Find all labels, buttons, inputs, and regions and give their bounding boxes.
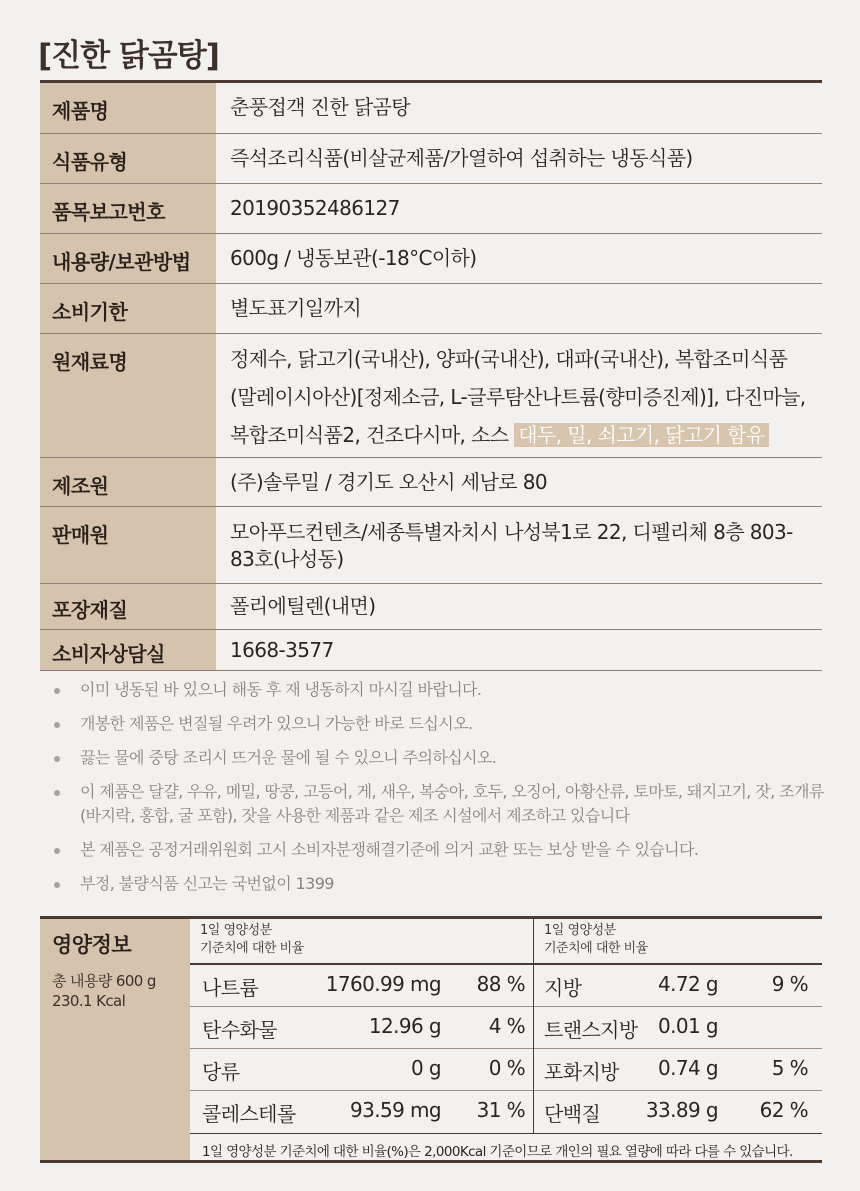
nutrient-amount: 4.72 g (658, 972, 718, 996)
nutrient-name: 트랜스지방 (544, 1018, 638, 1042)
nutrition-title: 영양정보 (52, 933, 132, 957)
nutrient-percent: 9 % (771, 972, 808, 996)
nutrition-panel (190, 919, 822, 1160)
info-value: 모아푸드컨텐츠/세종특별자치시 나성북1로 22, 디펠리체 8층 803-83호(나성동) (216, 507, 822, 583)
nutrient-row (534, 1007, 822, 1049)
info-row-product-name (40, 83, 822, 134)
caution-notes (50, 678, 830, 906)
info-row-food-type (40, 134, 822, 184)
nutrient-amount: 0.01 g (658, 1014, 718, 1038)
info-label: 제조원 (40, 458, 216, 506)
nutrition-column-right (534, 919, 822, 1133)
total-amount: 총 내용량 600 g (52, 972, 156, 990)
nutrient-name: 단백질 (544, 1102, 601, 1126)
info-label: 소비기한 (40, 284, 216, 333)
nutrient-row (190, 1091, 533, 1133)
nutrient-amount: 1760.99 mg (325, 972, 441, 996)
nutrient-row (534, 965, 822, 1007)
nutrition-footnote: 1일 영양성분 기준치에 대한 비율(%)은 2,000Kcal 기준이므로 개인의 필요 열량에 따라 다를 수 있습니다. (190, 1133, 822, 1163)
info-row-consumer-center (40, 630, 822, 671)
info-row-volume-storage (40, 234, 822, 284)
nutrition-column-left (190, 919, 534, 1133)
info-label: 식품유형 (40, 134, 216, 183)
info-label: 품목보고번호 (40, 184, 216, 233)
column-header-line1: 1일 영양성분 (200, 923, 272, 938)
product-info-table (40, 80, 822, 671)
info-row-seller (40, 507, 822, 584)
info-value: 폴리에틸렌(내면) (216, 584, 822, 629)
nutrient-percent: 62 % (759, 1098, 808, 1122)
info-value: 1668-3577 (216, 630, 822, 670)
nutrition-summary (40, 919, 190, 1160)
info-value: 즉석조리식품(비살균제품/가열하여 섭취하는 냉동식품) (216, 134, 822, 183)
info-label: 원재료명 (40, 334, 216, 457)
note-item: 이 제품은 달걀, 우유, 메밀, 땅콩, 고등어, 게, 새우, 복숭아, 호두, 오징어, 아황산류, 토마토, 돼지고기, 잣, 조개류(바지락, 홍합, 굴 포함), 잣을 사용한 제품과 같은 제조 시설에서 제조하고 있습니다 (50, 780, 830, 828)
column-header (190, 919, 533, 965)
info-value: 춘풍접객 진한 닭곰탕 (216, 83, 822, 133)
nutrient-row (534, 1049, 822, 1091)
info-label: 소비자상담실 (40, 630, 216, 670)
nutrient-amount: 0.74 g (658, 1056, 718, 1080)
nutrient-amount: 93.59 mg (350, 1098, 441, 1122)
nutrient-percent: 0 % (488, 1056, 525, 1080)
nutrient-amount: 33.89 g (645, 1098, 718, 1122)
info-row-report-number (40, 184, 822, 234)
column-header (534, 919, 822, 965)
nutrient-percent: 88 % (476, 972, 525, 996)
note-item: 끓는 물에 중탕 조리시 뜨거운 물에 될 수 있으니 주의하십시오. (50, 746, 830, 770)
nutrient-row (190, 1049, 533, 1091)
total-kcal: 230.1 Kcal (52, 992, 126, 1010)
info-label: 판매원 (40, 507, 216, 583)
nutrient-row (190, 965, 533, 1007)
column-header-line2: 기준치에 대한 비율 (200, 941, 304, 956)
info-label: 포장재질 (40, 584, 216, 629)
nutrient-amount: 0 g (411, 1056, 441, 1080)
info-value: 600g / 냉동보관(-18°C이하) (216, 234, 822, 283)
nutrient-name: 탄수화물 (202, 1018, 277, 1042)
note-item: 개봉한 제품은 변질될 우려가 있으니 가능한 바로 드십시오. (50, 712, 830, 736)
note-item: 본 제품은 공정거래위원회 고시 소비자분쟁해결기준에 의거 교환 또는 보상 받을 수 있습니다. (50, 838, 830, 862)
info-value (216, 334, 822, 457)
info-label: 제품명 (40, 83, 216, 133)
nutrient-name: 콜레스테롤 (202, 1102, 296, 1126)
info-value: (주)솔루밀 / 경기도 오산시 세남로 80 (216, 458, 822, 506)
info-row-expiry (40, 284, 822, 334)
nutrient-row (190, 1007, 533, 1049)
column-header-line1: 1일 영양성분 (544, 923, 616, 938)
info-label: 내용량/보관방법 (40, 234, 216, 283)
info-row-manufacturer (40, 458, 822, 507)
note-item: 이미 냉동된 바 있으니 해동 후 재 냉동하지 마시길 바랍니다. (50, 678, 830, 702)
nutrient-name: 나트륨 (202, 976, 259, 1000)
column-header-line2: 기준치에 대한 비율 (544, 941, 648, 956)
nutrient-name: 포화지방 (544, 1060, 619, 1084)
info-row-ingredients (40, 334, 822, 458)
nutrient-name: 당류 (202, 1060, 240, 1084)
nutrient-percent: 4 % (488, 1014, 525, 1038)
ingredients-text: 정제수, 닭고기(국내산), 양파(국내산), 대파(국내산), 복합조미식품 (말레이시아산)[정제소금, L-글루탐산나트륨(향미증진제)], 다진마늘, 복합조미식품2, 건조다시마, 소스 (230, 347, 806, 447)
info-value: 별도표기일까지 (216, 284, 822, 333)
nutrient-row (534, 1091, 822, 1133)
allergen-highlight: 대두, 밀, 쇠고기, 닭고기 함유 (514, 423, 768, 447)
page-title: [진한 닭곰탕] (38, 38, 219, 74)
info-row-packaging (40, 584, 822, 630)
nutrient-percent: 5 % (771, 1056, 808, 1080)
nutrition-facts (40, 916, 822, 1163)
info-value: 20190352486127 (216, 184, 822, 233)
nutrient-percent: 31 % (476, 1098, 525, 1122)
nutrient-amount: 12.96 g (368, 1014, 441, 1038)
note-item: 부정, 불량식품 신고는 국번없이 1399 (50, 872, 830, 896)
nutrient-name: 지방 (544, 976, 582, 1000)
